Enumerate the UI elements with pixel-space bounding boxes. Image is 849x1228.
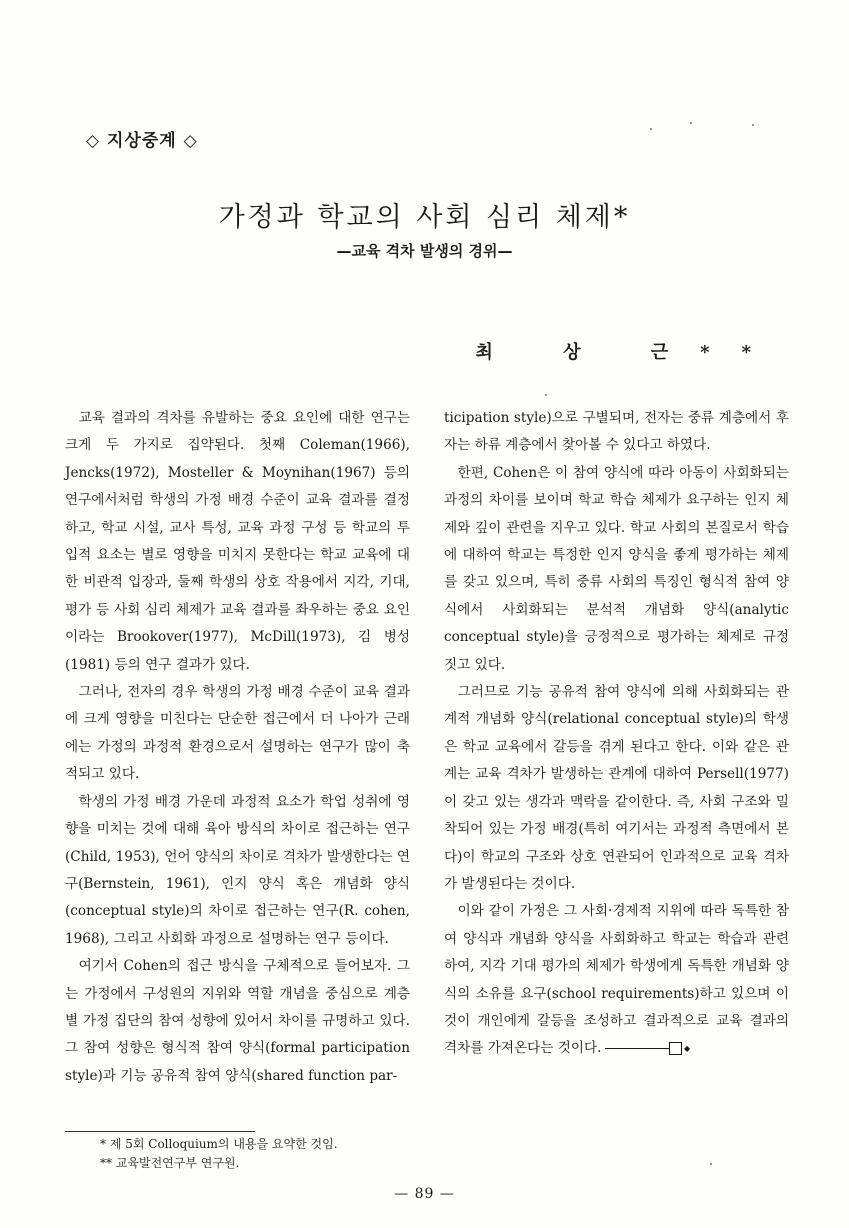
footnote: * 제 5회 Colloquium의 내용을 요약한 것임. [100,1137,338,1151]
end-rule [605,1048,669,1049]
paragraph-text: 이와 같이 가정은 그 사회·경제적 지위에 따라 독특한 참여 양식과 개념화 양식을 사회화하고 학교는 학습과 관련하여, 지각 기대 평가의 체제가 학생에게 독특한 개념화 양식의 소유를 요구(school requirements)하고 있으며 이것이 개인에게 갈등을 조성하고 결과적으로 교육 결과의 격차를 가져온다는 것이다. [444,903,789,1057]
scan-speck [752,124,754,126]
footnote-rule [65,1131,255,1132]
author-name: 최 상 근** [475,342,783,363]
paragraph: 교육 결과의 격차를 유발하는 중요 요인에 대한 연구는 크게 두 가지로 집약된다. 첫째 Coleman(1966), Jencks(1972), Mosteller & Moynihan(1967) 등의 연구에서처럼 학생의 가정 배경 수준이 교육 결과를 결정하고, 학교 시설, 교사 특성, 교육 과정 구성 등 학교의 투입적 요소는 별로 영향을 미치지 못한다는 학교 교육에 대한 비관적 입장과, 둘째 학생의 상호 작용에서 지각, 기대, 평가 등 사회 심리 체제가 교육 결과를 좌우하는 중요 요인이라는 Brookover(1977), McDill(1973), 김 병성(1981) 등의 연구 결과가 있다. [65,410,410,673]
article-subtitle: —교육 격차 발생의 경위— [336,242,513,260]
end-mark-icon: ◆ [669,1042,682,1055]
paragraph: 학생의 가정 배경 가운데 과정적 요소가 학업 성취에 영향을 미치는 것에 대해 육아 방식의 차이로 접근하는 연구(Child, 1953), 언어 양식의 차이로 격차가 발생한다는 연구(Bernstein, 1961), 인지 양식 혹은 개념화 양식(conceptual style)의 차이로 접근하는 연구(R. cohen, 1968), 그리고 사회화 과정으로 설명하는 연구 등이다. [65,793,410,947]
scan-speck [650,128,652,130]
footnotes [100,1135,338,1173]
right-column [444,405,789,1063]
scan-speck [710,1163,712,1165]
left-column [65,405,410,1090]
paragraph: 여기서 Cohen의 접근 방식을 구체적으로 들어보자. 그는 가정에서 구성원의 지위와 역할 개념을 중심으로 계층별 가정 집단의 참여 성향에 있어서 차이를 규명하고 있다. 그 참여 성향은 형식적 참여 양식(formal participation style)과 기능 공유적 참여 양식(shared function par- [65,958,410,1084]
paragraph: 그러므로 기능 공유적 참여 양식에 의해 사회화되는 관계적 개념화 양식(relational conceptual style)의 학생은 학교 교육에서 갈등을 겪게 된다고 한다. 이와 같은 관계는 교육 격차가 발생하는 관계에 대하여 Persell(1977)이 갖고 있는 생각과 맥락을 같이한다. 즉, 사회 구조와 밀착되어 있는 가정 배경(특히 여기서는 과정적 측면에서 본다)이 학교의 구조와 상호 연관되어 인과적으로 교육 격차가 발생된다는 것이다. [444,684,789,892]
paragraph: ticipation style)으로 구별되며, 전자는 중류 계층에서 후자는 하류 계층에서 찾아볼 수 있다고 하였다. [444,410,789,454]
scan-speck [690,122,692,124]
section-tag: ◇ 지상중계 ◇ [86,131,198,151]
scan-speck [545,394,547,396]
article-title: 가정과 학교의 사회 심리 체제* [218,202,631,233]
page-number: — 89 — [394,1186,455,1202]
paragraph: 한편, Cohen은 이 참여 양식에 따라 아동이 사회화되는 과정의 차이를 보이며 학교 학습 체제가 요구하는 인지 체제와 깊이 관련을 지우고 있다. 학교 사회의 본질로서 학습에 대하여 학교는 특정한 인지 양식을 좋게 평가하는 체제를 갖고 있으며, 특히 중류 사회의 특징인 형식적 참여 양식에서 사회화되는 분석적 개념화 양식(analytic conceptual style)을 긍정적으로 평가하는 체제로 규정짓고 있다. [444,464,789,673]
paragraph-final [444,898,789,1062]
footnote: ** 교육발전연구부 연구원. [100,1156,240,1170]
paragraph: 그러나, 전자의 경우 학생의 가정 배경 수준이 교육 결과에 크게 영향을 미친다는 단순한 접근에서 더 나아가 근래에는 가정의 과정적 환경으로서 설명하는 연구가 많이 축적되고 있다. [65,684,410,783]
